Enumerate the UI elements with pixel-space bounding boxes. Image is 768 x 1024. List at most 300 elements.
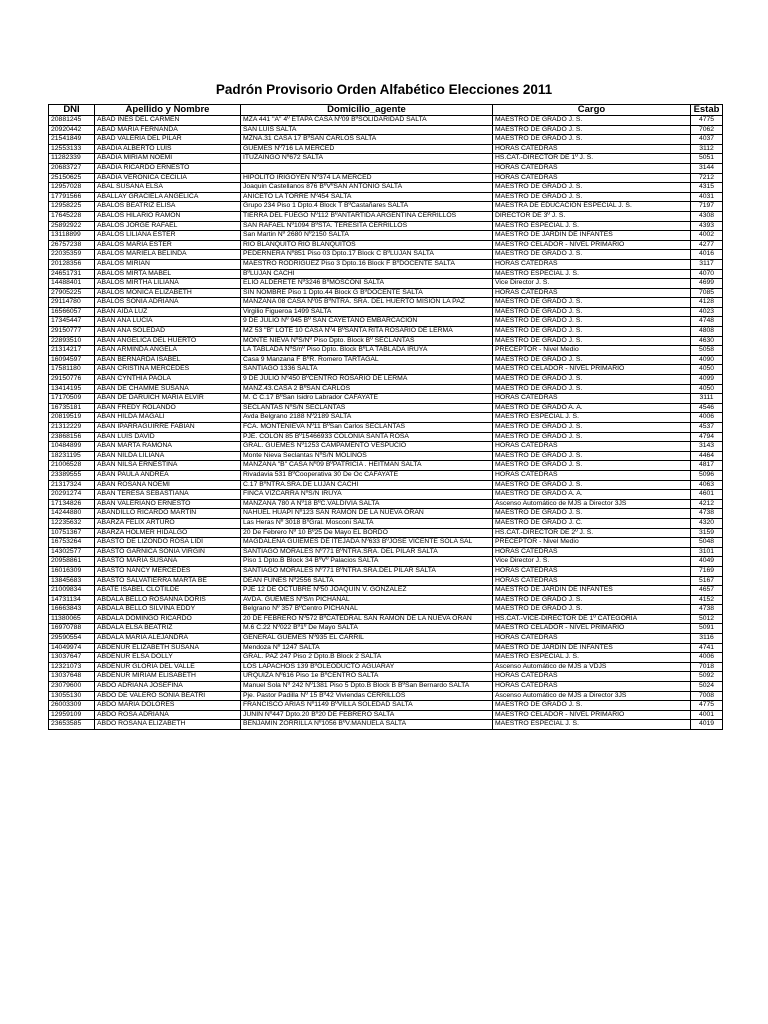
cell-name: ABDO MARIA DOLORES	[95, 701, 241, 711]
cell-name: ABASTO SALVATIERRA MARTA BE	[95, 576, 241, 586]
cell-dni: 25150625	[49, 173, 95, 183]
cell-establishment: 3117	[691, 259, 723, 269]
cell-position: MAESTRO DE GRADO J. S.	[493, 183, 691, 193]
cell-dni: 13055130	[49, 691, 95, 701]
cell-name: ABAN VALERIANO ERNESTO	[95, 499, 241, 509]
cell-position: MAESTRO DE GRADO J. S.	[493, 192, 691, 202]
cell-address: RIO BLANQUITO RIO BLANQUITOS	[241, 240, 493, 250]
cell-establishment: 5167	[691, 576, 723, 586]
cell-position: HS.CAT.-DIRECTOR DE 1º J. S.	[493, 154, 691, 164]
cell-name: ABAN IPARRAGUIRRE FABIAN	[95, 423, 241, 433]
cell-position: MAESTRO DE JARDIN DE INFANTES	[493, 231, 691, 241]
cell-address: Piso 1 Dpto.B Block 34 BºVº Palacios SALTA	[241, 557, 493, 567]
cell-dni: 16735181	[49, 403, 95, 413]
cell-position: Vice Director J. S.	[493, 557, 691, 567]
table-row	[49, 221, 723, 231]
cell-dni: 18231195	[49, 451, 95, 461]
cell-establishment: 4050	[691, 384, 723, 394]
cell-position: MAESTRO DE GRADO J. S.	[493, 605, 691, 615]
table-header-row	[49, 105, 723, 116]
cell-address: Mendoza Nº 1247 SALTA	[241, 643, 493, 653]
table-row	[49, 365, 723, 375]
cell-establishment: 4006	[691, 653, 723, 663]
cell-address: TIERRA DEL FUEGO Nº112 BºANTARTIDA ARGENTINA CERRILLOS	[241, 211, 493, 221]
cell-dni: 17170509	[49, 394, 95, 404]
page-title: Padrón Provisorio Orden Alfabético Elecciones 2011	[215, 82, 553, 97]
cell-address: GENERAL GÜEMES Nº935 EL CARRIL	[241, 634, 493, 644]
table-row	[49, 259, 723, 269]
table-row	[49, 298, 723, 308]
cell-position: MAESTRO DE GRADO J. S.	[493, 327, 691, 337]
cell-address: Belgrano Nº 357 BºCentro PICHANAL	[241, 605, 493, 615]
cell-name: ABALOS JORGE RAFAEL	[95, 221, 241, 231]
table-row	[49, 432, 723, 442]
cell-establishment: 5048	[691, 538, 723, 548]
cell-establishment: 4748	[691, 317, 723, 327]
cell-position: MAESTRO ESPECIAL J. S.	[493, 720, 691, 730]
cell-establishment: 4063	[691, 480, 723, 490]
cell-address: LA TABLADA NºS/nº Piso Dpto. Block BºLA TABLADA IRUYA	[241, 346, 493, 356]
cell-name: ABALOS MONICA ELIZABETH	[95, 288, 241, 298]
cell-position: MAESTRO DE GRADO J. S.	[493, 125, 691, 135]
cell-address: GRAL. GUEMES Nº1253 CAMPAMENTO VESPUCIO	[241, 442, 493, 452]
cell-dni: 23079600	[49, 682, 95, 692]
cell-position: MAESTRO DE GRADO J. S.	[493, 595, 691, 605]
cell-address: Manuel Sola Nº 242 Nº1381 Piso 5 Dpto.B Block B BºSan Bernardo SALTA	[241, 682, 493, 692]
cell-name: ABDALA BELLO SILVINA EDDY	[95, 605, 241, 615]
cell-position: MAESTRO DE GRADO J. S.	[493, 509, 691, 519]
cell-establishment: 5096	[691, 470, 723, 480]
cell-name: ABALLAY GRACIELA ANGELICA	[95, 192, 241, 202]
cell-establishment: 7212	[691, 173, 723, 183]
cell-dni: 14731134	[49, 595, 95, 605]
cell-position: MAESTRO DE GRADO A. A.	[493, 403, 691, 413]
cell-establishment: 4070	[691, 269, 723, 279]
cell-establishment: 7018	[691, 662, 723, 672]
cell-establishment: 3144	[691, 163, 723, 173]
cell-establishment: 4019	[691, 720, 723, 730]
cell-establishment: 4738	[691, 605, 723, 615]
cell-position: HS.CAT.-DIRECTOR DE 2º J. S.	[493, 528, 691, 538]
table-row	[49, 499, 723, 509]
cell-name: ABALOS MARIELA BELINDA	[95, 250, 241, 260]
cell-name: ABAN TERESA SEBASTIANA	[95, 490, 241, 500]
cell-position: MAESTRO DE GRADO J. S.	[493, 116, 691, 126]
table-row	[49, 192, 723, 202]
table-row	[49, 653, 723, 663]
cell-position: MAESTRO ESPECIAL J. S.	[493, 269, 691, 279]
cell-address: PJE 12 DE OCTUBRE Nº50 JOAQUIN V. GONZALEZ	[241, 586, 493, 596]
cell-position: Ascenso Automático de MJS a VDJS	[493, 662, 691, 672]
cell-establishment: 4699	[691, 279, 723, 289]
cell-address: JUNIN Nº447 Dpto.20 Bº20 DE FEBRERO SALTA	[241, 710, 493, 720]
table-row	[49, 346, 723, 356]
voter-roster-table	[48, 104, 723, 730]
cell-dni: 12958225	[49, 202, 95, 212]
cell-establishment: 4212	[691, 499, 723, 509]
cell-establishment: 3101	[691, 547, 723, 557]
cell-position: MAESTRO DE GRADO J. S.	[493, 336, 691, 346]
cell-name: ABDO DE VALERO SONIA BEATRI	[95, 691, 241, 701]
cell-dni: 13845683	[49, 576, 95, 586]
cell-dni: 21312229	[49, 423, 95, 433]
cell-establishment: 7169	[691, 566, 723, 576]
table-row	[49, 480, 723, 490]
table-row	[49, 614, 723, 624]
table-row	[49, 576, 723, 586]
cell-position: MAESTRO DE GRADO J. S.	[493, 135, 691, 145]
cell-name: ABAN HILDA MAGALI	[95, 413, 241, 423]
table-row	[49, 211, 723, 221]
cell-address: MZ 53 "B" LOTE 10 CASA Nº4 BºSANTA RITA ROSARIO DE LERMA	[241, 327, 493, 337]
cell-name: ABALOS MIRTHA LILIANA	[95, 279, 241, 289]
cell-name: ABANDILLO RICARDO MARTIN	[95, 509, 241, 519]
cell-establishment: 4099	[691, 375, 723, 385]
cell-position: MAESTRO DE GRADO J. S.	[493, 375, 691, 385]
column-header-establishment: Estab	[691, 105, 723, 116]
cell-name: ABAN ANGELICA DEL HUERTO	[95, 336, 241, 346]
cell-address: MONTE NIEVA NºS/Nº Piso Dpto. Block Bº SECLANTAS	[241, 336, 493, 346]
cell-dni: 16753264	[49, 538, 95, 548]
cell-position: PRECEPTOR - Nivel Medio	[493, 346, 691, 356]
table-row	[49, 470, 723, 480]
cell-address: Pje. Pastor Padilla Nº 15 Bº42 Viviendas CERRILLOS	[241, 691, 493, 701]
table-row	[49, 624, 723, 634]
cell-address: M. C C.17 BºSan Isidro Labrador CAFAYATE	[241, 394, 493, 404]
cell-establishment: 4775	[691, 701, 723, 711]
cell-name: ABAN DE DARUICH MARIA ELVIR	[95, 394, 241, 404]
cell-dni: 26757238	[49, 240, 95, 250]
cell-dni: 21317324	[49, 480, 95, 490]
cell-dni: 22893510	[49, 336, 95, 346]
cell-dni: 16663843	[49, 605, 95, 615]
cell-establishment: 4308	[691, 211, 723, 221]
cell-establishment: 7197	[691, 202, 723, 212]
table-row	[49, 442, 723, 452]
table-row	[49, 634, 723, 644]
table-row	[49, 662, 723, 672]
cell-dni: 20683727	[49, 163, 95, 173]
cell-dni: 29150776	[49, 375, 95, 385]
cell-name: ABATE ISABEL CLOTILDE	[95, 586, 241, 596]
cell-name: ABAN AIDA LUZ	[95, 307, 241, 317]
cell-establishment: 4320	[691, 518, 723, 528]
cell-name: ABASTO GARNICA SONIA VIRGIN	[95, 547, 241, 557]
cell-address: Avda Belgrano 2188 Nº2189 SALTA	[241, 413, 493, 423]
table-row	[49, 173, 723, 183]
cell-dni: 12321073	[49, 662, 95, 672]
cell-establishment: 4128	[691, 298, 723, 308]
cell-address: ELIO ALDERETE Nº3246 BºMOSCONI SALTA	[241, 279, 493, 289]
cell-position: MAESTRO DE GRADO J. S.	[493, 250, 691, 260]
cell-name: ABASTO DE LIZONDO ROSA LIDI	[95, 538, 241, 548]
cell-dni: 17134826	[49, 499, 95, 509]
cell-dni: 29590554	[49, 634, 95, 644]
cell-address: SANTIAGO MORALES Nº771 BºNTRA.SRA. DEL PILAR SALTA	[241, 547, 493, 557]
cell-address: SAN RAFAEL Nº1094 BºSTA. TERESITA CERRILLOS	[241, 221, 493, 231]
cell-establishment: 5051	[691, 154, 723, 164]
column-header-address: Domicilio_agente	[241, 105, 493, 116]
cell-establishment: 4050	[691, 365, 723, 375]
cell-name: ABALOS SONIA ADRIANA	[95, 298, 241, 308]
cell-name: ABASTO NANCY MERCEDES	[95, 566, 241, 576]
cell-establishment: 4546	[691, 403, 723, 413]
cell-name: ABALOS MIRTA MABEL	[95, 269, 241, 279]
cell-address	[241, 163, 493, 173]
cell-name: ABARZA FELIX ARTURO	[95, 518, 241, 528]
cell-address: MAGDALENA GUIEMES DE ITEJADA Nº633 BºJOSE VICENTE SOLA SAL	[241, 538, 493, 548]
cell-position: DIRECTOR DE 3º J. S.	[493, 211, 691, 221]
cell-establishment: 7062	[691, 125, 723, 135]
cell-name: ABAN ROSANA NOEMI	[95, 480, 241, 490]
cell-name: ABALOS HILARIO RAMON	[95, 211, 241, 221]
cell-position: HS.CAT.-VICE-DIRECTOR DE 1º CATEGORIA	[493, 614, 691, 624]
cell-address: BºLUJAN CACHI	[241, 269, 493, 279]
cell-position: MAESTRO CELADOR - NIVEL PRIMARIO	[493, 710, 691, 720]
cell-establishment: 5058	[691, 346, 723, 356]
cell-position: Ascenso Automático de MJS a Director 3JS	[493, 499, 691, 509]
cell-position: MAESTRO ESPECIAL J. S.	[493, 221, 691, 231]
cell-position: HORAS CATEDRAS	[493, 163, 691, 173]
cell-name: ABAN NILSA ERNESTINA	[95, 461, 241, 471]
cell-establishment: 4016	[691, 250, 723, 260]
cell-establishment: 5091	[691, 624, 723, 634]
cell-position: MAESTRA DE EDUCACION ESPECIAL J. S.	[493, 202, 691, 212]
cell-name: ABDALA ELSA BEATRIZ	[95, 624, 241, 634]
cell-dni: 16094597	[49, 355, 95, 365]
cell-position: MAESTRO DE GRADO J. S.	[493, 432, 691, 442]
cell-position: PRECEPTOR - Nivel Medio	[493, 538, 691, 548]
table-row	[49, 682, 723, 692]
cell-dni: 14049974	[49, 643, 95, 653]
cell-name: ABARZA HOLMER HIDALGO	[95, 528, 241, 538]
cell-dni: 29114780	[49, 298, 95, 308]
cell-position: HORAS CATEDRAS	[493, 576, 691, 586]
cell-dni: 10751367	[49, 528, 95, 538]
cell-address: 9 DE JULIO Nº450 BºCENTRO ROSARIO DE LERMA	[241, 375, 493, 385]
cell-dni: 21009834	[49, 586, 95, 596]
cell-address: MANZ.43.CASA 2 BºSAN CARLOS	[241, 384, 493, 394]
table-row	[49, 336, 723, 346]
cell-address: BENJAMIN ZORRILLA Nº1056 BºV.MANUELA SALTA	[241, 720, 493, 730]
cell-dni: 12959109	[49, 710, 95, 720]
cell-dni: 17791566	[49, 192, 95, 202]
table-row	[49, 202, 723, 212]
cell-address: Joaquin Castellanos 876 BºVºSAN ANTONIO SALTA	[241, 183, 493, 193]
cell-establishment: 3111	[691, 394, 723, 404]
cell-establishment: 3143	[691, 442, 723, 452]
cell-dni: 13037648	[49, 672, 95, 682]
cell-position: MAESTRO DE GRADO J. S.	[493, 461, 691, 471]
cell-establishment: 3112	[691, 144, 723, 154]
cell-establishment: 7008	[691, 691, 723, 701]
cell-position: MAESTRO DE GRADO J. S.	[493, 423, 691, 433]
cell-establishment: 4023	[691, 307, 723, 317]
cell-name: ABDO ROSANA ELIZABETH	[95, 720, 241, 730]
cell-address: 20 De Febrero Nº 10 Bº25 De Mayo EL BORDO	[241, 528, 493, 538]
cell-establishment: 4464	[691, 451, 723, 461]
cell-name: ABDO ROSA ADRIANA	[95, 710, 241, 720]
cell-establishment: 4738	[691, 509, 723, 519]
cell-dni: 16970788	[49, 624, 95, 634]
cell-address: AVDA. GUEMES NºS/n PICHANAL	[241, 595, 493, 605]
cell-address: MANZANA "B" CASA Nº09 BºPATRICIA . HEITMAN SALTA	[241, 461, 493, 471]
cell-position: MAESTRO DE GRADO J. S.	[493, 451, 691, 461]
cell-dni: 23653585	[49, 720, 95, 730]
table-row	[49, 125, 723, 135]
table-row	[49, 250, 723, 260]
cell-dni: 10484899	[49, 442, 95, 452]
cell-name: ABDENUR GLORIA DEL VALLE	[95, 662, 241, 672]
cell-name: ABAN PAULA ANDREA	[95, 470, 241, 480]
cell-establishment: 4393	[691, 221, 723, 231]
cell-name: ABADIA VERONICA CECILIA	[95, 173, 241, 183]
cell-address: LOS LAPACHOS 139 BºOLEODUCTO AGUARAY	[241, 662, 493, 672]
cell-position: HORAS CATEDRAS	[493, 288, 691, 298]
table-row	[49, 538, 723, 548]
cell-dni: 21314217	[49, 346, 95, 356]
cell-dni: 20920442	[49, 125, 95, 135]
cell-name: ABADIA RICARDO ERNESTO	[95, 163, 241, 173]
cell-address: Rivadavia 531 BºCooperativa 30 De Oc CAFAYATE	[241, 470, 493, 480]
cell-position: MAESTRO CELADOR - NIVEL PRIMARIO	[493, 240, 691, 250]
cell-dni: 13037647	[49, 653, 95, 663]
cell-establishment: 4031	[691, 192, 723, 202]
cell-address: MANZANA 780 A Nº18 BºC.VALDIVIA SALTA	[241, 499, 493, 509]
table-row	[49, 566, 723, 576]
table-row	[49, 451, 723, 461]
cell-name: ABAN ARMINDA ANGELA	[95, 346, 241, 356]
cell-dni: 16016309	[49, 566, 95, 576]
cell-address: SIN NOMBRE Piso 1 Dpto.44 Block G BºDOCENTE SALTA	[241, 288, 493, 298]
table-row	[49, 154, 723, 164]
table-row	[49, 317, 723, 327]
cell-establishment: 4657	[691, 586, 723, 596]
cell-dni: 12235632	[49, 518, 95, 528]
cell-position: HORAS CATEDRAS	[493, 442, 691, 452]
table-row	[49, 490, 723, 500]
table-row	[49, 394, 723, 404]
cell-position: Vice Director J. S.	[493, 279, 691, 289]
cell-establishment: 3116	[691, 634, 723, 644]
cell-establishment: 4775	[691, 116, 723, 126]
cell-establishment: 4090	[691, 355, 723, 365]
cell-name: ABDENUR ELSA DOLLY	[95, 653, 241, 663]
cell-name: ABAN ANA LUCIA	[95, 317, 241, 327]
cell-dni: 29150777	[49, 327, 95, 337]
cell-position: MAESTRO DE GRADO J. S.	[493, 355, 691, 365]
cell-address: San Martin Nº 2680 Nº2150 SALTA	[241, 231, 493, 241]
cell-name: ABAN NILDA LILIANA	[95, 451, 241, 461]
table-row	[49, 144, 723, 154]
cell-position: MAESTRO CELADOR - NIVEL PRIMARIO	[493, 624, 691, 634]
cell-name: ABALOS MIRIAN	[95, 259, 241, 269]
cell-establishment: 4817	[691, 461, 723, 471]
table-row	[49, 116, 723, 126]
table-row	[49, 672, 723, 682]
table-row	[49, 509, 723, 519]
cell-dni: 20291274	[49, 490, 95, 500]
cell-address: SAN LUIS SALTA	[241, 125, 493, 135]
cell-dni: 12553133	[49, 144, 95, 154]
cell-dni: 14488401	[49, 279, 95, 289]
cell-establishment: 4741	[691, 643, 723, 653]
cell-establishment: 3159	[691, 528, 723, 538]
table-row	[49, 605, 723, 615]
table-row	[49, 403, 723, 413]
cell-dni: 23868156	[49, 432, 95, 442]
cell-position: MAESTRO CELADOR - NIVEL PRIMARIO	[493, 365, 691, 375]
cell-position: HORAS CATEDRAS	[493, 634, 691, 644]
cell-address: PEDERNERA Nº851 Piso 03 Dpto.17 Block C BºLUJAN SALTA	[241, 250, 493, 260]
table-row	[49, 307, 723, 317]
cell-establishment: 4808	[691, 327, 723, 337]
cell-address: DEAN FUNES Nº2556 SALTA	[241, 576, 493, 586]
cell-name: ABAD VALERIA DEL PILAR	[95, 135, 241, 145]
table-row	[49, 163, 723, 173]
cell-address: MAESTRO RODRIGUEZ Piso 3 Dpto.16 Block F BºDOCENTE SALTA	[241, 259, 493, 269]
table-row	[49, 595, 723, 605]
cell-address: PJE. COLON 85 Bº15466933 COLONIA SANTA ROSA	[241, 432, 493, 442]
table-row	[49, 586, 723, 596]
cell-position: MAESTRO DE GRADO J. S.	[493, 701, 691, 711]
table-row	[49, 231, 723, 241]
table-row	[49, 643, 723, 653]
cell-address: Virgilio Figueroa 1499 SALTA	[241, 307, 493, 317]
cell-position: MAESTRO DE GRADO J. C.	[493, 518, 691, 528]
cell-name: ABDALA MARIA ALEJANDRA	[95, 634, 241, 644]
cell-name: ABADIA MIRIAM NOEMI	[95, 154, 241, 164]
cell-dni: 13414195	[49, 384, 95, 394]
cell-name: ABADIA ALBERTO LUIS	[95, 144, 241, 154]
cell-address: MZA 441 "A" 4º ETAPA CASA Nº09 BºSOLIDARIDAD SALTA	[241, 116, 493, 126]
cell-name: ABALOS LILIANA ESTER	[95, 231, 241, 241]
cell-address: FINCA VIZCARRA NºS/N IRUYA	[241, 490, 493, 500]
table-row	[49, 355, 723, 365]
cell-dni: 23389555	[49, 470, 95, 480]
cell-position: MAESTRO DE GRADO J. S.	[493, 317, 691, 327]
cell-name: ABAD MARIA FERNANDA	[95, 125, 241, 135]
cell-name: ABAN CRISTINA MERCEDES	[95, 365, 241, 375]
table-row	[49, 327, 723, 337]
cell-name: ABDALA BELLO ROSANNA DORIS	[95, 595, 241, 605]
cell-address: ANICETO LA TORRE Nº454 SALTA	[241, 192, 493, 202]
cell-position: MAESTRO DE GRADO A. A.	[493, 490, 691, 500]
cell-position: HORAS CATEDRAS	[493, 144, 691, 154]
cell-dni: 11282339	[49, 154, 95, 164]
cell-name: ABDALA DOMINGO RICARDO	[95, 614, 241, 624]
cell-name: ABAN CYNTHIA PAOLA	[95, 375, 241, 385]
cell-establishment: 5092	[691, 672, 723, 682]
cell-address: 9 DE JULIO Nº 945 Bº SAN CAYETANO EMBARCACIÓN	[241, 317, 493, 327]
cell-dni: 22035359	[49, 250, 95, 260]
column-header-name: Apellido y Nombre	[95, 105, 241, 116]
cell-address: FRANCISCO ARIAS Nº1149 BºVILLA SOLEDAD SALTA	[241, 701, 493, 711]
cell-address: Las Heras Nº 3018 BºGral. Mosconi SALTA	[241, 518, 493, 528]
cell-name: ABAD INES DEL CARMEN	[95, 116, 241, 126]
cell-address: MZNA.31 CASA 17 BºSAN CARLOS SALTA	[241, 135, 493, 145]
cell-position: MAESTRO DE GRADO J. S.	[493, 298, 691, 308]
cell-name: ABAL SUSANA ELSA	[95, 183, 241, 193]
cell-position: HORAS CATEDRAS	[493, 672, 691, 682]
cell-dni: 14244880	[49, 509, 95, 519]
table-row	[49, 547, 723, 557]
cell-address: Grupo 234 Piso 1 Dpto.4 Block T BºCastañares SALTA	[241, 202, 493, 212]
table-row	[49, 375, 723, 385]
cell-establishment: 4794	[691, 432, 723, 442]
cell-address: C.17 BºNTRA.SRA.DE LUJAN CACHI	[241, 480, 493, 490]
cell-establishment: 4002	[691, 231, 723, 241]
